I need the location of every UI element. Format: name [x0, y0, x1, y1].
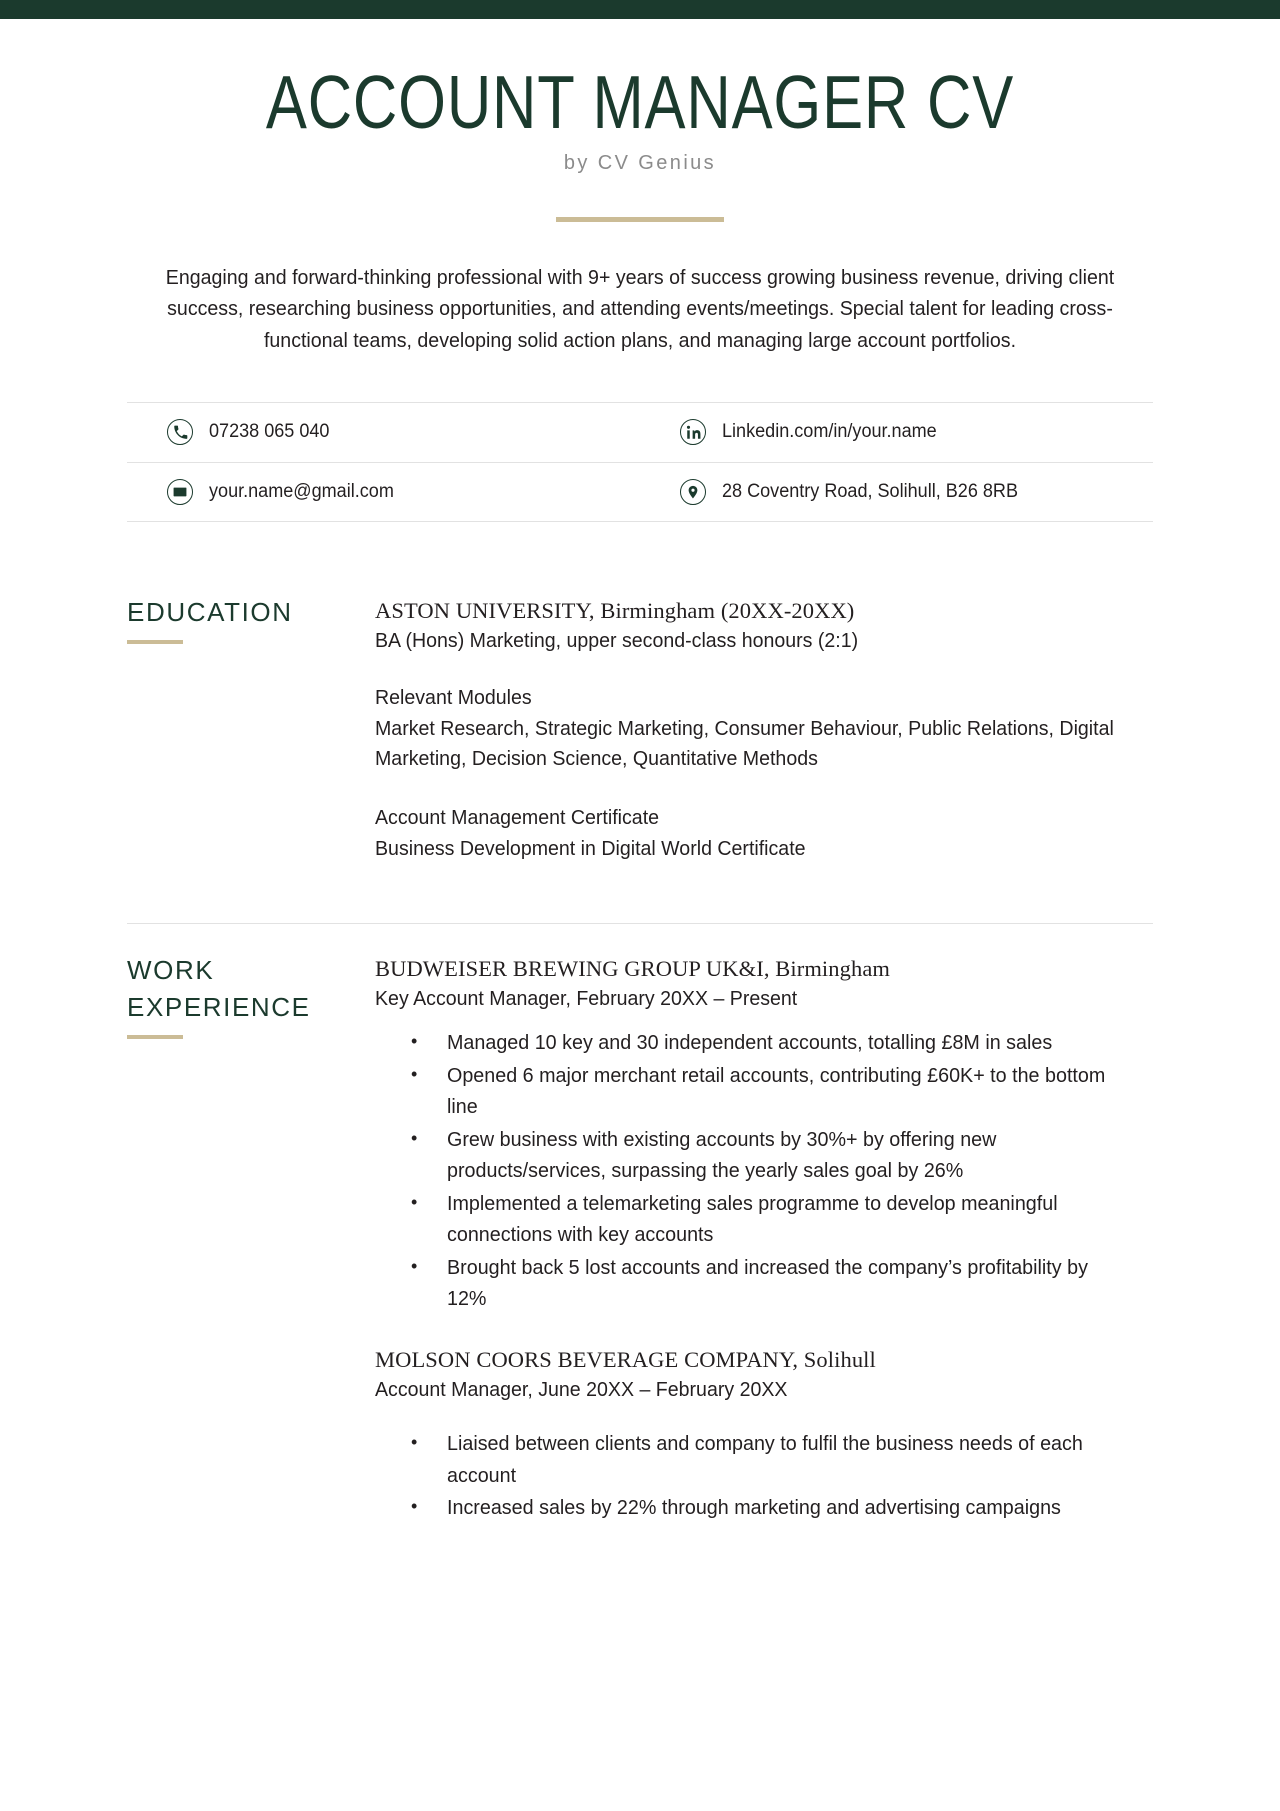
bullet-text: • Grew business with existing accounts by 30%+ by offering new products/services, surpassing the yearly sales goal by 26% [447, 1127, 997, 1183]
cv-header [0, 19, 1280, 222]
top-accent-bar [0, 0, 1280, 19]
education-modules-heading: Relevant Modules [375, 685, 532, 709]
job-role: Key Account Manager, February 20XX – Present [375, 986, 798, 1010]
contact-value-email: your.name@gmail.com [209, 480, 394, 502]
job-entry [375, 954, 1153, 1315]
linkedin-icon [680, 419, 706, 445]
job-bullet-list [375, 1428, 1153, 1524]
education-entry [375, 596, 1153, 655]
bullet-text: • Implemented a telemarketing sales programme to develop meaningful connections with key accounts [447, 1191, 1058, 1247]
work-gold-underline [127, 1035, 183, 1039]
list-item [375, 1428, 1153, 1491]
contact-block [127, 402, 1153, 522]
section-work-experience [127, 923, 1153, 1528]
list-item [375, 1027, 1153, 1059]
list-item [375, 1188, 1153, 1251]
bullet-text: • Opened 6 major merchant retail accounts, contributing £60K+ to the bottom line [447, 1063, 1106, 1119]
education-school: ASTON UNIVERSITY, Birmingham (20XX-20XX) [375, 597, 855, 623]
contact-row [127, 402, 1153, 462]
section-heading-work-line1: WORK [127, 954, 215, 985]
bullet-text: • Liaised between clients and company to fulfil the business needs of each account [447, 1432, 1083, 1487]
job-company: MOLSON COORS BEVERAGE COMPANY, Solihull [375, 1347, 876, 1373]
education-degree: BA (Hons) Marketing, upper second-class honours (2:1) [375, 628, 859, 652]
education-gold-underline [127, 640, 183, 644]
spacer [375, 775, 1153, 803]
education-certificate-1: Account Management Certificate [375, 806, 660, 830]
contact-value-phone: 07238 065 040 [209, 421, 330, 443]
job-entry [375, 1345, 1153, 1524]
bullet-text: • Managed 10 key and 30 independent accounts, totalling £8M in sales [447, 1030, 1053, 1054]
contact-value-location: 28 Coventry Road, Solihull, B26 8RB [722, 480, 1018, 502]
page-title: ACCOUNT MANAGER CV [265, 60, 1015, 144]
job-bullet-list [375, 1027, 1153, 1315]
bullet-text: • Increased sales by 22% through marketing and advertising campaigns [447, 1496, 1061, 1520]
header-gold-divider [556, 217, 724, 222]
professional-summary: Engaging and forward-thinking professional with 9+ years of success growing business revenue, driving client success, researching business opportunities, and attending events/meetings. Special talent for leading cross-functional teams, developing solid action plans, and managing large account portfolios. [165, 266, 1115, 352]
list-item [375, 1060, 1153, 1123]
section-body-education [375, 594, 1153, 865]
section-label-col-work [127, 952, 375, 1528]
page-subtitle: by CV Genius [563, 152, 717, 175]
section-heading-education: EDUCATION [127, 596, 293, 627]
section-heading-work-line2: EXPERIENCE [127, 991, 311, 1022]
contact-value-linkedin: Linkedin.com/in/your.name [722, 421, 937, 443]
contact-row [127, 462, 1153, 522]
section-education [127, 560, 1153, 865]
job-company: BUDWEISER BREWING GROUP UK&I, Birmingham [375, 955, 891, 981]
list-item [375, 1252, 1153, 1315]
job-role: Account Manager, June 20XX – February 20XX [375, 1378, 788, 1402]
list-item [375, 1124, 1153, 1187]
education-modules-list: Market Research, Strategic Marketing, Consumer Behaviour, Public Relations, Digital Marketing, Decision Science, Quantitative Methods [375, 716, 1114, 771]
section-label-col-education [127, 594, 375, 865]
bullet-text: • Brought back 5 lost accounts and increased the company’s profitability by 12% [447, 1255, 1088, 1311]
location-icon [680, 479, 706, 505]
section-body-work [375, 952, 1153, 1528]
education-certificate-2: Business Development in Digital World Certificate [375, 836, 806, 860]
list-item [375, 1492, 1153, 1524]
